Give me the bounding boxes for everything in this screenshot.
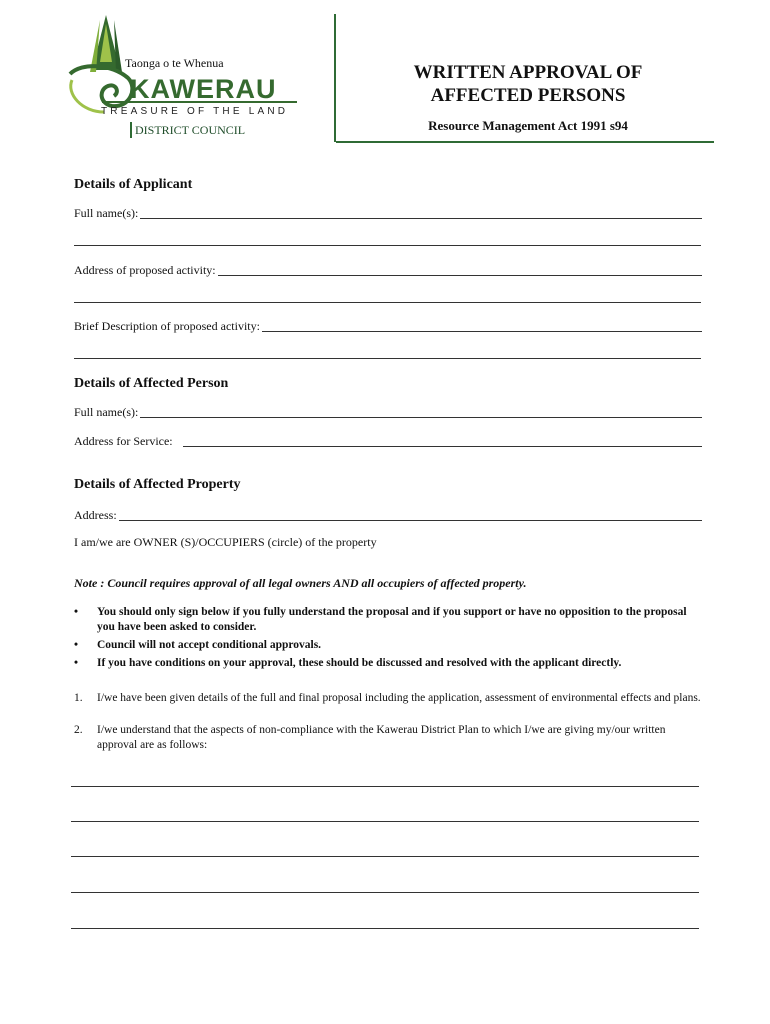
affected-property-heading: Details of Affected Property [74, 477, 241, 492]
applicant-full-names-line[interactable] [140, 206, 702, 219]
bullet-text: Council will not accept conditional approvals. [97, 639, 322, 651]
numbered-item-number: 2. [74, 724, 83, 736]
bullet-text: If you have conditions on your approval, these should be discussed and resolved with the applicant directly. [97, 657, 622, 669]
non-compliance-line-5[interactable] [71, 928, 699, 929]
numbered-item [74, 691, 704, 706]
affected-person-full-names-field[interactable] [74, 404, 702, 420]
applicant-full-names-field[interactable] [74, 205, 702, 221]
numbered-item-text: I/we understand that the aspects of non-compliance with the Kawerau District Plan to which I/we are giving my/our written approval are as follows: [97, 724, 666, 751]
numbered-item [74, 723, 704, 753]
document-subtitle: Resource Management Act 1991 s94 [428, 118, 628, 133]
applicant-address-line[interactable] [218, 263, 702, 276]
logo-name: KAWERAU [130, 74, 277, 104]
bullet-dot-icon: • [74, 657, 79, 669]
header-divider-vertical [334, 14, 336, 142]
affected-person-heading: Details of Affected Person [74, 376, 229, 391]
applicant-description-line[interactable] [262, 319, 702, 332]
applicant-address-line-2[interactable] [74, 302, 701, 303]
non-compliance-line-2[interactable] [71, 821, 699, 822]
applicant-description-line-2[interactable] [74, 358, 701, 359]
affected-person-address-line[interactable] [183, 434, 702, 447]
ownership-statement: I am/we are OWNER (S)/OCCUPIERS (circle) of the property [74, 535, 377, 549]
applicant-description-label: Brief Description of proposed activity: [74, 319, 260, 333]
bullet-text: You should only sign below if you fully understand the proposal and if you support or have no opposition to the proposal you have been asked to consider. [97, 606, 687, 633]
affected-property-address-field[interactable] [74, 507, 702, 523]
logo-subtitle: TREASURE OF THE LAND [101, 106, 289, 117]
applicant-address-field[interactable] [74, 262, 702, 278]
applicant-description-field[interactable] [74, 318, 702, 334]
header-divider-horizontal [336, 141, 714, 143]
logo-tagline: Taonga o te Whenua [125, 56, 224, 70]
applicant-address-label: Address of proposed activity: [74, 263, 216, 277]
bullet-item [74, 605, 704, 635]
bullet-dot-icon: • [74, 639, 79, 651]
applicant-heading: Details of Applicant [74, 177, 193, 192]
non-compliance-line-3[interactable] [71, 856, 699, 857]
document-title: WRITTEN APPROVAL OF AFFECTED PERSONS [413, 62, 643, 106]
affected-property-address-label: Address: [74, 508, 117, 522]
logo-council: DISTRICT COUNCIL [130, 122, 245, 138]
numbered-item-text: I/we have been given details of the full and final proposal including the application, assessment of environmental effects and plans. [97, 692, 701, 704]
affected-person-full-names-line[interactable] [140, 405, 702, 418]
bullet-dot-icon: • [74, 606, 79, 618]
affected-person-full-names-label: Full name(s): [74, 405, 139, 419]
bullet-item [74, 638, 704, 653]
legal-owners-note: Note : Council requires approval of all legal owners AND all occupiers of affected property. [74, 576, 527, 590]
affected-property-address-line[interactable] [119, 508, 702, 521]
numbered-item-number: 1. [74, 692, 83, 704]
non-compliance-line-4[interactable] [71, 892, 699, 893]
affected-person-address-label: Address for Service: [74, 434, 173, 448]
non-compliance-line-1[interactable] [71, 786, 699, 787]
bullet-item [74, 656, 704, 671]
applicant-full-names-label: Full name(s): [74, 206, 139, 220]
affected-person-address-field[interactable] [74, 433, 702, 449]
applicant-full-names-line-2[interactable] [74, 245, 701, 246]
